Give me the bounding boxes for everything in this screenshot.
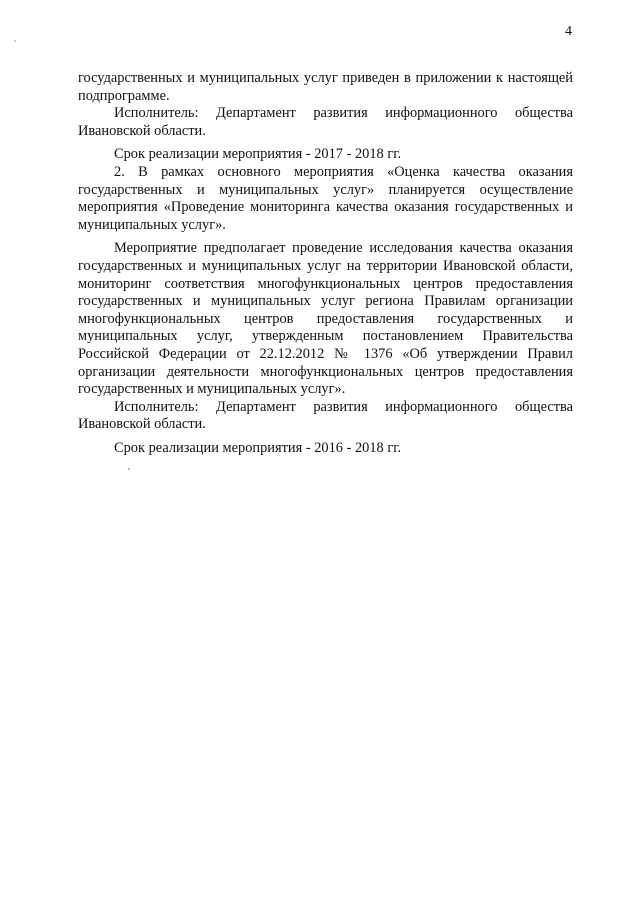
paragraph-activity-description: Мероприятие предполагает проведение исследования качества оказания государственных и муниципальных услуг на территории Ивановской области, мониторинг соответствия многофункциональных центров предоставления государственных и муниципальных услуг региона Правилам организации многофункциональных центров предоставления государственных и муниципальных услуг, утвержденным постановлением Правительства Российской Федерации от 22.12.2012 № 1376 «Об утверждении Правил организации деятельности многофункциональных центров предоставления государственных и муниципальных услуг». bbox=[78, 240, 573, 398]
paragraph-continuation: государственных и муниципальных услуг приведен в приложении к настоящей подпрограмме. bbox=[78, 70, 573, 104]
paragraph-term-2: Срок реализации мероприятия - 2016 - 2018 гг. bbox=[114, 439, 402, 456]
paragraph-executor-1: Исполнитель: Департамент развития информационного общества Ивановской области. bbox=[78, 105, 573, 139]
paragraph-executor-2: Исполнитель: Департамент развития информационного общества Ивановской области. bbox=[78, 398, 573, 433]
scan-speck bbox=[128, 468, 130, 470]
document-body bbox=[78, 70, 573, 457]
paragraph-term-1: Срок реализации мероприятия - 2017 - 2018 гг. bbox=[114, 146, 402, 163]
paragraph-main-activity: 2. В рамках основного мероприятия «Оценка качества оказания государственных и муниципальных услуг» планируется осуществление мероприятия «Проведение мониторинга качества оказания государственных и муниципальных услуг». bbox=[78, 163, 573, 233]
page-number: 4 bbox=[565, 24, 572, 39]
scan-speck bbox=[14, 40, 16, 42]
